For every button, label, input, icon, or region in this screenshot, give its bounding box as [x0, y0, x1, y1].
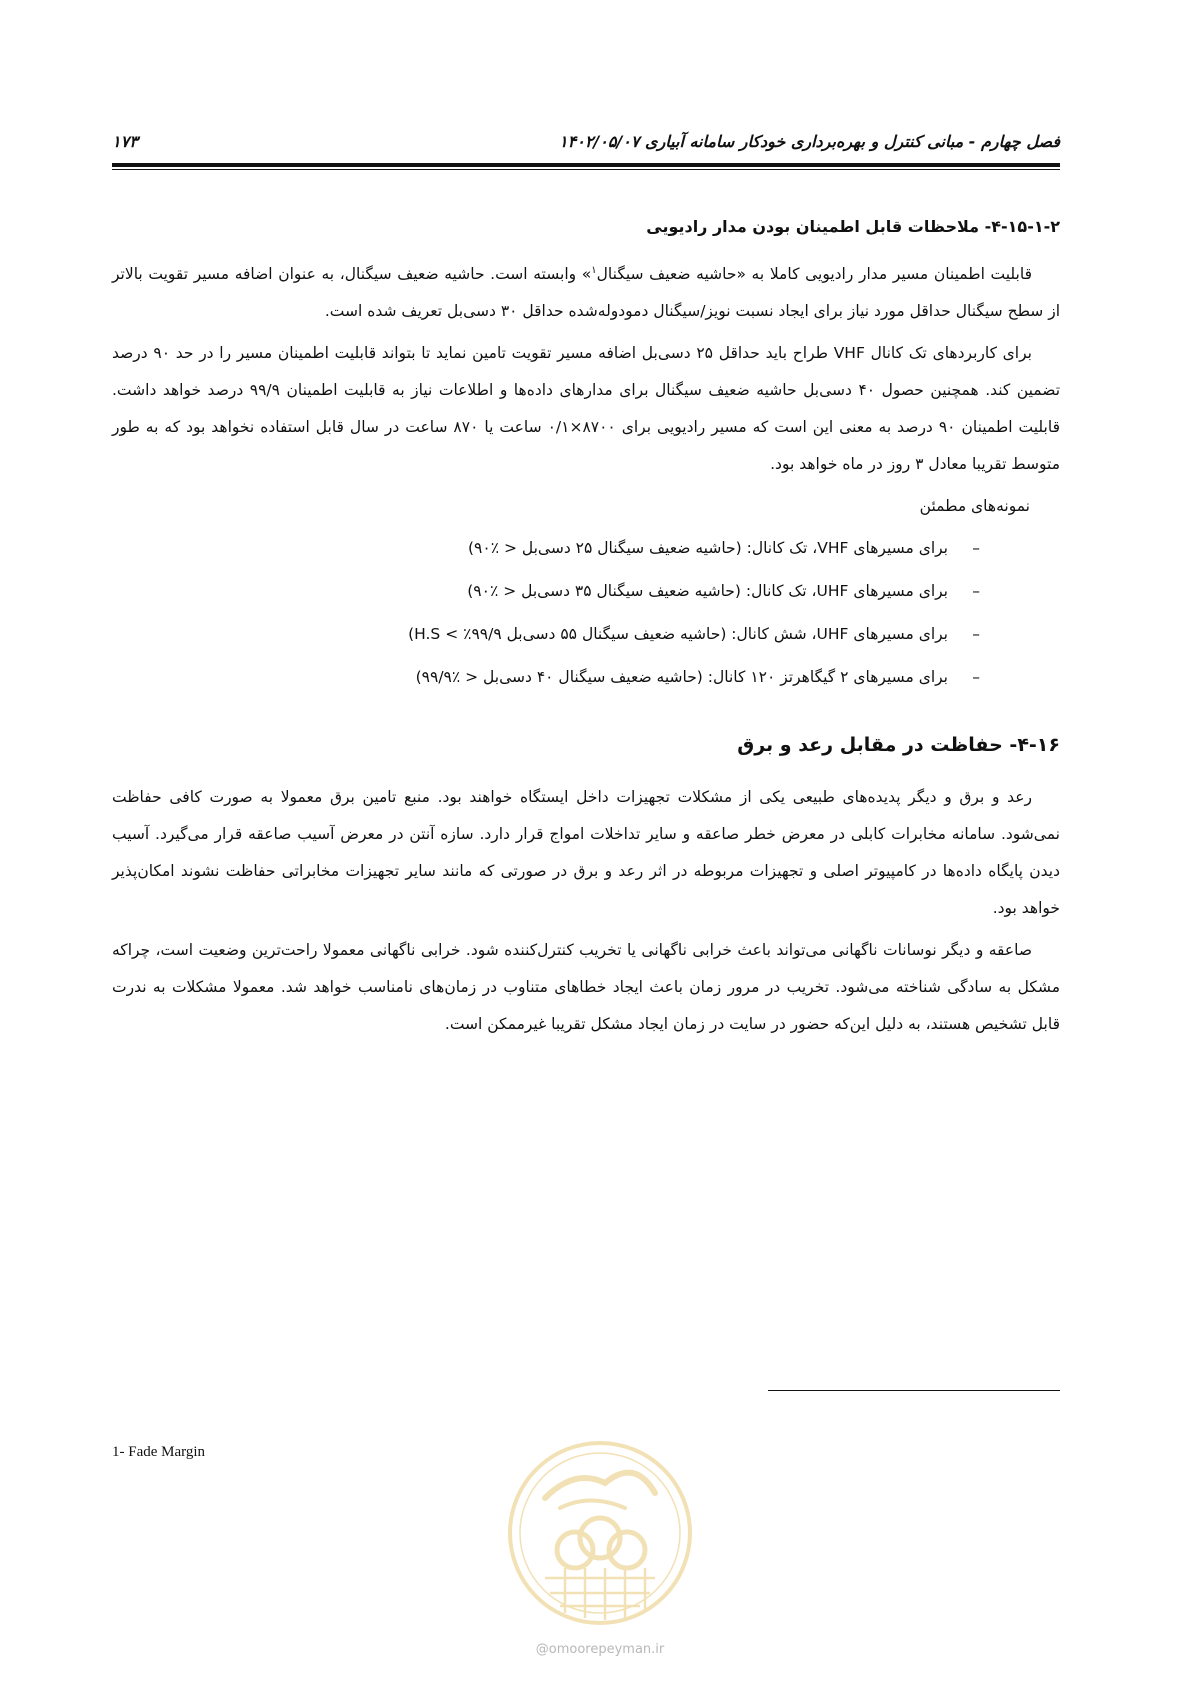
paragraph: برای کاربردهای تک کانال VHF طراح باید حداقل ۲۵ دسی‌بل اضافه مسیر تقویت تامین نماید تا بتواند قابلیت اطمینان مسیر را در حد ۹۰ درصد تضمین کند. همچنین حصول ۴۰ دسی‌بل حاشیه ضعیف سیگنال برای مدارهای داده‌ها و اطلاعات نیاز به قابلیت اطمینان ۹۹/۹ درصد خواهد داشت. قابلیت اطمینان ۹۰ درصد به معنی این است که مسیر رادیویی برای ۸۷۰۰×۰/۱ ساعت یا ۸۷۰ ساعت در سال قابل استفاده نخواهد بود که به طور متوسط تقریبا معادل ۳ روز در ماه خواهد بود. — [112, 344, 1061, 473]
section-heading: ۴-۱۶- حفاظت در مقابل رعد و برق — [737, 734, 1060, 756]
main-content — [112, 208, 1060, 1048]
list-item — [112, 613, 980, 656]
examples-title: نمونه‌های مطمئن — [919, 497, 1030, 515]
paragraph-text: قابلیت اطمینان مسیر مدار رادیویی کاملا به «حاشیه ضعیف سیگنال — [596, 265, 1032, 283]
paragraph: رعد و برق و دیگر پدیده‌های طبیعی یکی از مشکلات تجهیزات داخل ایستگاه خواهند بود. منبع تامین برق معمولا به صورت کافی حفاظت نمی‌شود. سامانه مخابرات کابلی در معرض خطر صاعقه و سایر تداخلات امواج قرار دارد. سازه آنتن در معرض آسیب صاعقه قرار می‌گیرد. آسیب دیدن پایگاه داده‌ها در کامپیوتر اصلی و تجهیزات مربوطه در اثر رعد و برق در صورتی که مانند سایر تجهیزات مخابراتی حفاظت نشوند امکان‌پذیر خواهد بود. — [112, 788, 1060, 917]
footnote-marker: ۱ — [591, 264, 597, 276]
list-item-text: برای مسیرهای UHF، شش کانال: (حاشیه ضعیف سیگنال ۵۵ دسی‌بل H.S < ٪۹۹/۹) — [408, 625, 948, 643]
watermark-url: @omoorepeyman.ir — [535, 1642, 665, 1657]
header-rule-thick — [112, 163, 1060, 167]
bullet-dash: – — [972, 668, 980, 686]
footnote: 1- Fade Margin — [112, 1444, 206, 1460]
list-item-text: برای مسیرهای VHF، تک کانال: (حاشیه ضعیف سیگنال ۲۵ دسی‌بل < ٪۹۰) — [467, 539, 948, 557]
list-item — [112, 570, 980, 613]
footnote-separator — [768, 1390, 1060, 1391]
bullet-dash: – — [972, 539, 980, 557]
subsection-heading: ۴-۱۵-۱-۲- ملاحظات قابل اطمینان بودن مدار رادیویی — [646, 217, 1060, 236]
page-number: ۱۷۳ — [112, 132, 138, 151]
list-item — [112, 527, 980, 570]
paragraph-text: » وابسته است. حاشیه ضعیف سیگنال، به عنوان اضافه مسیر تقویت بالاتر از سطح سیگنال حداقل مورد نیاز برای ایجاد نسبت نویز/سیگنال دمودوله‌شده حداقل ۳۰ دسی‌بل تعریف شده است. — [112, 265, 1060, 320]
bullet-dash: – — [972, 582, 980, 600]
examples-list — [112, 527, 1060, 699]
list-item — [112, 656, 980, 699]
list-item-text: برای مسیرهای UHF، تک کانال: (حاشیه ضعیف سیگنال ۳۵ دسی‌بل < ٪۹۰) — [467, 582, 948, 600]
bullet-dash: – — [972, 625, 980, 643]
header-rule-thin — [112, 169, 1060, 170]
paragraph — [112, 256, 1060, 330]
list-item-text: برای مسیرهای ۲ گیگاهرتز ۱۲۰ کانال: (حاشیه ضعیف سیگنال ۴۰ دسی‌بل < ٪۹۹/۹) — [415, 668, 948, 686]
watermark-logo — [505, 1438, 695, 1628]
paragraph: صاعقه و دیگر نوسانات ناگهانی می‌تواند باعث خرابی ناگهانی یا تخریب کنترل‌کننده شود. خرابی ناگهانی معمولا راحت‌ترین وضعیت است، چراکه مشکل به سادگی شناخته می‌شود. تخریب در مرور زمان باعث ایجاد خطاهای متناوب در زمان‌های نامناسب خواهد شد. معمولا مشکلات به ندرت قابل تشخیص هستند، به دلیل این‌که حضور در سایت در زمان ایجاد مشکل تقریبا غیرممکن است. — [112, 941, 1060, 1033]
page-header — [112, 128, 1060, 158]
header-title: فصل چهارم - مبانی کنترل و بهره‌برداری خودکار سامانه آبیاری ۱۴۰۲/۰۵/۰۷ — [559, 132, 1060, 151]
